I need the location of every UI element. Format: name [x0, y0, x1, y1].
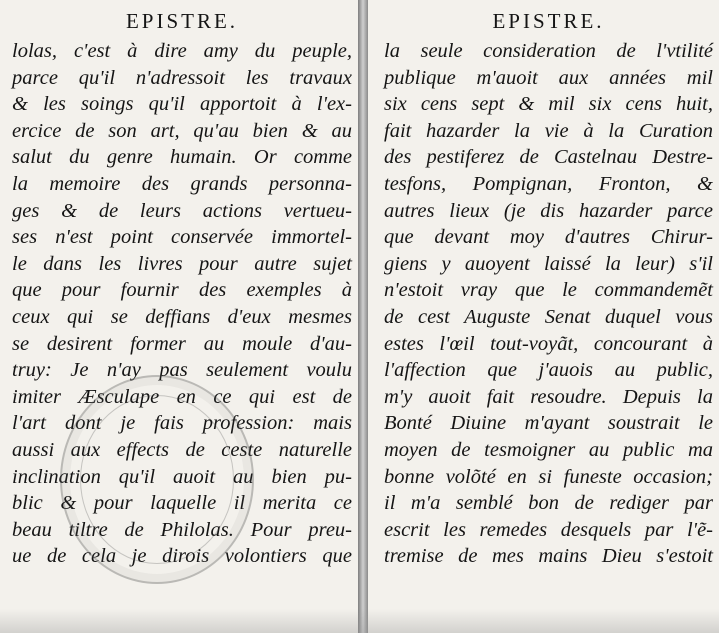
right-line: moyen de tesmoigner au public ma: [384, 438, 713, 461]
right-line: l'affection que j'auois au public,: [384, 359, 713, 382]
left-line: beau tiltre de Philolas. Pour preu-: [12, 518, 352, 541]
left-line: lolas, c'est à dire amy du peuple,: [12, 40, 352, 62]
left-line: ceux qui se deffians d'eux mesmes: [12, 305, 352, 328]
right-page: [368, 0, 719, 633]
right-line: giens y auoyent laissé la leur) s'il: [384, 252, 713, 275]
left-line: parce qu'il n'adressoit les travaux: [12, 66, 352, 89]
left-line: blic & pour laquelle il merita ce: [12, 492, 352, 515]
right-line: publique m'auoit aux années mil: [384, 66, 713, 89]
right-line: n'estoit vray que le commandemẽt: [384, 279, 713, 302]
right-line: la seule consideration de l'vtilité: [384, 40, 713, 62]
right-line: fait hazarder la vie à la Curation: [384, 119, 713, 142]
right-line: bonne volõté en si funeste occasion;: [384, 465, 713, 488]
left-line: se desirent former au moule d'au-: [12, 332, 352, 355]
left-running-head: EPISTRE.: [125, 9, 239, 33]
left-line: la memoire des grands personna-: [12, 172, 352, 195]
right-line: m'y auoit fait resoudre. Depuis la: [384, 385, 713, 408]
left-line: ue de cela je dirois volontiers que: [12, 545, 352, 568]
right-line: autres lieux (je dis hazarder parce: [384, 199, 713, 222]
left-page: [0, 0, 358, 633]
right-line: estes l'œil tout-voyãt, concourant à: [384, 332, 713, 355]
left-line: & les soings qu'il apportoit à l'ex-: [12, 93, 352, 116]
page-bottom-shadow: [0, 609, 719, 633]
left-line: imiter Æsculape en ce qui est de: [12, 385, 352, 408]
right-line: des pestiferez de Castelnau Destre-: [384, 146, 713, 169]
left-line: que pour fournir des exemples à: [12, 279, 352, 302]
right-line: tremise de mes mains Dieu s'estoit: [384, 545, 713, 568]
left-page-text: [12, 38, 352, 570]
left-line: aussi aux effects de ceste naturelle: [12, 438, 352, 461]
right-line: six cens sept & mil six cens huit,: [384, 93, 713, 116]
right-line: il m'a semblé bon de rediger par: [384, 492, 713, 515]
right-line: escrit les remedes desquels par l'ẽ-: [384, 518, 713, 541]
right-line: tesfons, Pompignan, Fronton, &: [384, 172, 713, 195]
left-line: truy: Je n'ay pas seulement voulu: [12, 359, 352, 382]
right-page-text: [384, 38, 713, 570]
right-running-head: EPISTRE.: [492, 9, 605, 33]
book-gutter: [358, 0, 368, 633]
left-line: inclination qu'il auoit au bien pu-: [12, 465, 352, 488]
right-line: que devant moy d'autres Chirur-: [384, 226, 713, 249]
left-line: le dans les livres pour autre sujet: [12, 252, 352, 275]
right-line: de cest Auguste Senat duquel vous: [384, 305, 713, 328]
left-line: salut du genre humain. Or comme: [12, 146, 352, 169]
left-line: ges & de leurs actions vertueu-: [12, 199, 352, 222]
right-line: Bonté Diuine m'ayant soustrait le: [384, 412, 713, 435]
left-line: l'art dont je fais profession: mais: [12, 412, 352, 435]
left-line: ercice de son art, qu'au bien & au: [12, 119, 352, 142]
left-line: ses n'est point conservée immortel-: [12, 226, 352, 249]
